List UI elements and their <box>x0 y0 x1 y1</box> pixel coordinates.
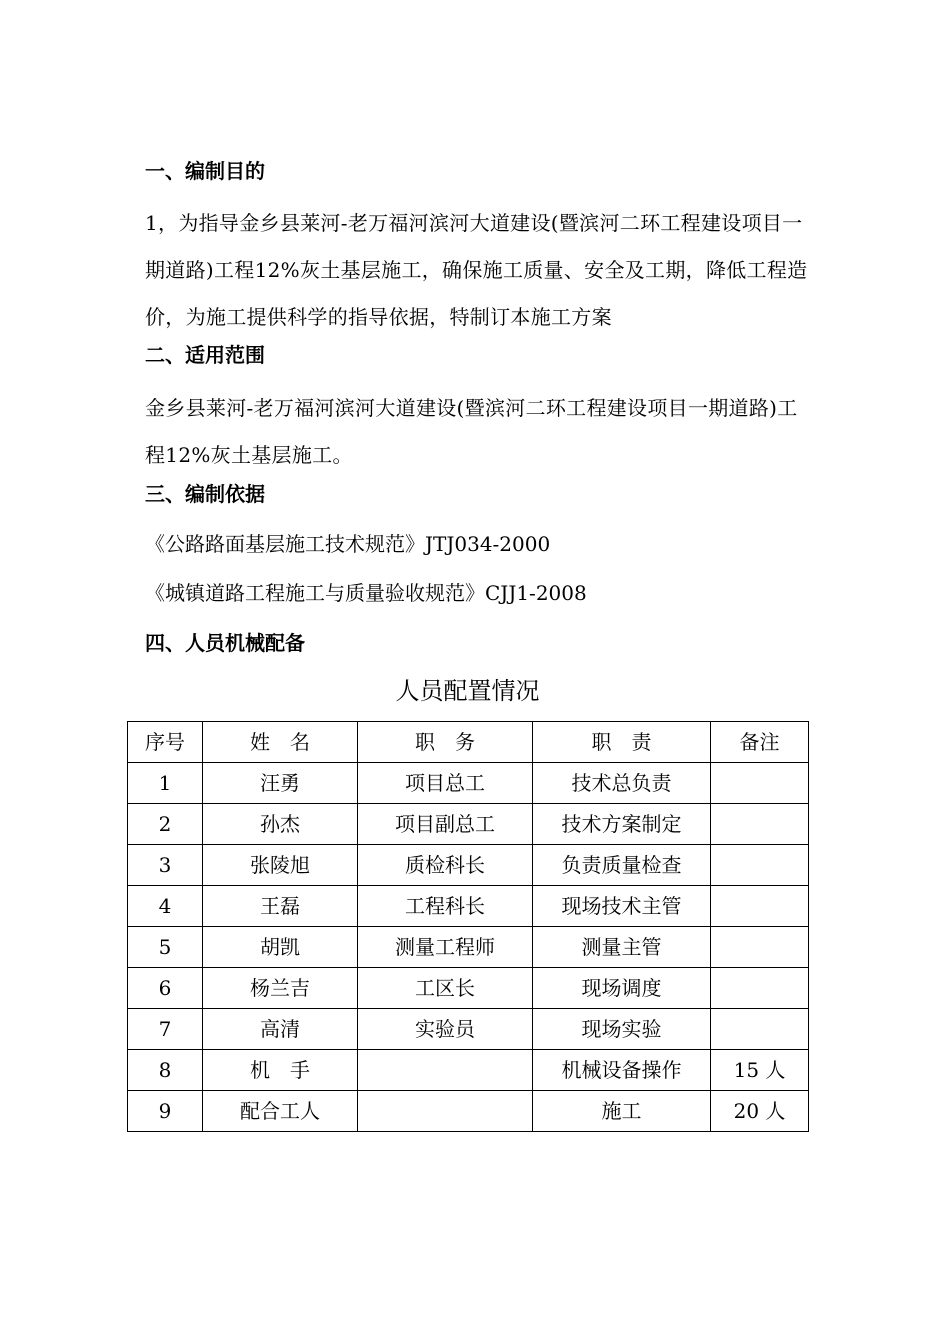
header-cell-position: 职 务 <box>358 722 533 763</box>
cell-position: 项目总工 <box>358 763 533 804</box>
staff-table-title: 人员配置情况 <box>395 677 540 705</box>
cell-duty: 现场技术主管 <box>533 886 711 927</box>
cell-position: 项目副总工 <box>358 804 533 845</box>
purpose-paragraph: 1，为指导金乡县莱河-老万福河滨河大道建设(暨滨河二环工程建设项目一期道路)工程12%灰土基层施工，确保施工质量、安全及工期，降低工程造价，为施工提供科学的指导依据，特制订本施工方案 <box>145 211 808 329</box>
section-heading-scope: 二、适用范围 <box>145 343 265 367</box>
cell-name: 配合工人 <box>203 1091 358 1132</box>
cell-index: 2 <box>128 804 203 845</box>
cell-index: 1 <box>128 763 203 804</box>
cell-name: 胡凯 <box>203 927 358 968</box>
table-row <box>128 1050 809 1091</box>
table-row <box>128 1009 809 1050</box>
scope-paragraph: 金乡县莱河-老万福河滨河大道建设(暨滨河二环工程建设项目一期道路)工程12%灰土基层施工。 <box>145 396 798 467</box>
cell-position: 实验员 <box>358 1009 533 1050</box>
cell-remark <box>711 1009 809 1050</box>
header-cell-remark: 备注 <box>711 722 809 763</box>
table-row <box>128 968 809 1009</box>
section-heading-purpose: 一、编制目的 <box>145 159 265 183</box>
cell-duty: 现场实验 <box>533 1009 711 1050</box>
cell-name: 汪勇 <box>203 763 358 804</box>
table-row <box>128 1091 809 1132</box>
basis-item-urban-road-spec: 《城镇道路工程施工与质量验收规范》CJJ1-2008 <box>145 581 587 605</box>
cell-remark <box>711 804 809 845</box>
cell-index: 6 <box>128 968 203 1009</box>
cell-position <box>358 1091 533 1132</box>
cell-remark <box>711 927 809 968</box>
cell-index: 9 <box>128 1091 203 1132</box>
header-cell-index: 序号 <box>128 722 203 763</box>
cell-index: 8 <box>128 1050 203 1091</box>
cell-name: 王磊 <box>203 886 358 927</box>
header-cell-name: 姓 名 <box>203 722 358 763</box>
cell-remark <box>711 968 809 1009</box>
cell-index: 5 <box>128 927 203 968</box>
header-cell-duty: 职 责 <box>533 722 711 763</box>
cell-duty: 技术总负责 <box>533 763 711 804</box>
cell-remark <box>711 763 809 804</box>
cell-index: 7 <box>128 1009 203 1050</box>
cell-position <box>358 1050 533 1091</box>
cell-duty: 现场调度 <box>533 968 711 1009</box>
staff-table-header-row <box>128 722 809 763</box>
table-row <box>128 804 809 845</box>
section-heading-staffing: 四、人员机械配备 <box>145 631 305 655</box>
cell-name: 张陵旭 <box>203 845 358 886</box>
cell-position: 测量工程师 <box>358 927 533 968</box>
cell-position: 工程科长 <box>358 886 533 927</box>
cell-remark: 15 人 <box>711 1050 809 1091</box>
cell-name: 杨兰吉 <box>203 968 358 1009</box>
cell-remark: 20 人 <box>711 1091 809 1132</box>
cell-position: 质检科长 <box>358 845 533 886</box>
cell-remark <box>711 845 809 886</box>
cell-duty: 施工 <box>533 1091 711 1132</box>
cell-name: 孙杰 <box>203 804 358 845</box>
table-row <box>128 763 809 804</box>
basis-item-highway-spec: 《公路路面基层施工技术规范》JTJ034-2000 <box>145 532 551 556</box>
section-heading-basis: 三、编制依据 <box>145 482 265 506</box>
table-row <box>128 845 809 886</box>
cell-duty: 机械设备操作 <box>533 1050 711 1091</box>
cell-name: 高清 <box>203 1009 358 1050</box>
cell-name: 机 手 <box>203 1050 358 1091</box>
table-row <box>128 927 809 968</box>
cell-duty: 测量主管 <box>533 927 711 968</box>
cell-index: 3 <box>128 845 203 886</box>
staff-table <box>127 721 809 1132</box>
cell-duty: 负责质量检查 <box>533 845 711 886</box>
table-row <box>128 886 809 927</box>
cell-duty: 技术方案制定 <box>533 804 711 845</box>
cell-remark <box>711 886 809 927</box>
cell-position: 工区长 <box>358 968 533 1009</box>
cell-index: 4 <box>128 886 203 927</box>
